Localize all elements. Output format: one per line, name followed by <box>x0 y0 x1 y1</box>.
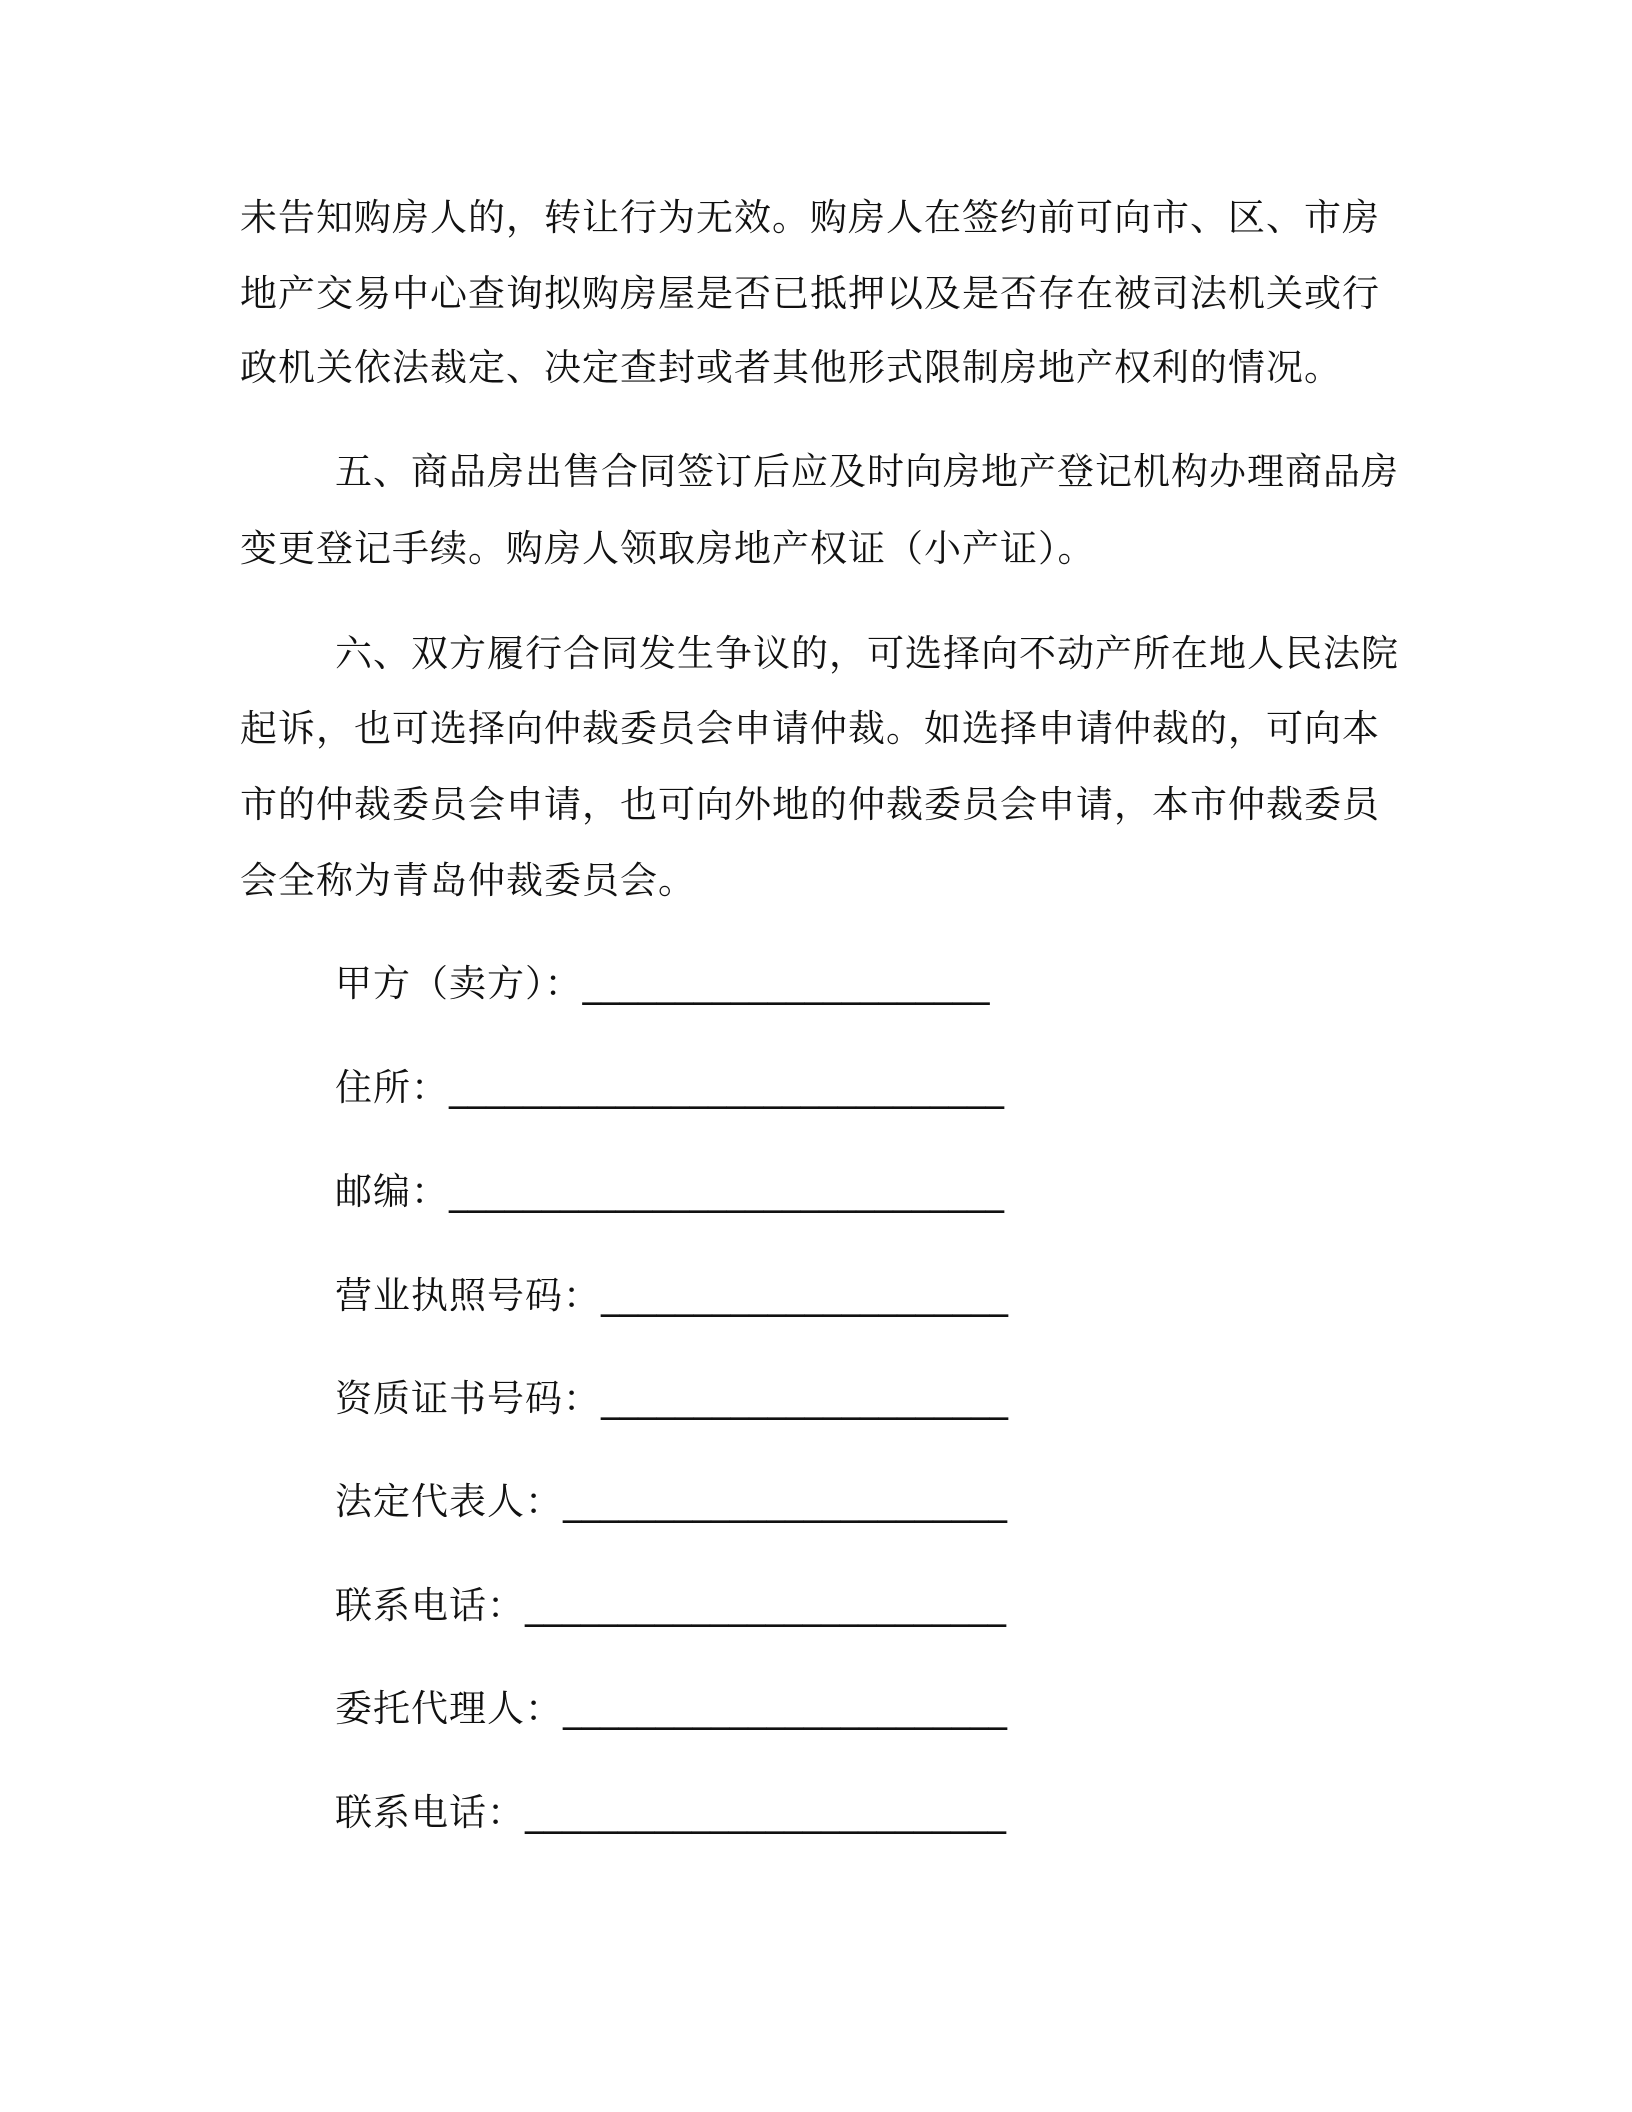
field-label: 委托代理人： <box>335 1687 563 1730</box>
field-blank[interactable]: ______________________________ <box>449 1066 1004 1109</box>
field-blank[interactable]: ______________________ <box>601 1377 1008 1420</box>
field-blank[interactable]: ______________________________ <box>449 1170 1004 1213</box>
field-blank[interactable]: ________________________ <box>563 1687 1007 1730</box>
field-label: 甲方（卖方）： <box>335 962 583 1005</box>
field-label: 联系电话： <box>335 1584 525 1627</box>
field-label: 住所： <box>335 1066 449 1109</box>
field-party-a <box>335 958 990 1010</box>
field-blank[interactable]: ______________________ <box>601 1274 1008 1317</box>
paragraph-disclosure-line-2: 地产交易中心查询拟购房屋是否已抵押以及是否存在被司法机关或行 <box>240 272 1380 315</box>
paragraph-clause-6-line-1: 六、双方履行合同发生争议的，可选择向不动产所在地人民法院 <box>335 632 1399 675</box>
field-label: 资质证书号码： <box>335 1377 601 1420</box>
field-blank[interactable]: __________________________ <box>525 1584 1006 1627</box>
field-label: 营业执照号码： <box>335 1274 601 1317</box>
field-phone-2 <box>335 1787 1006 1839</box>
field-label: 联系电话： <box>335 1791 525 1834</box>
field-postcode <box>335 1166 1004 1218</box>
paragraph-disclosure-line-1: 未告知购房人的，转让行为无效。购房人在签约前可向市、区、市房 <box>240 196 1380 239</box>
paragraph-clause-5-line-2: 变更登记手续。购房人领取房地产权证（小产证）。 <box>240 527 1096 570</box>
field-address <box>335 1062 1004 1114</box>
field-authorized-agent <box>335 1683 1007 1735</box>
paragraph-clause-6-line-4: 会全称为青岛仲裁委员会。 <box>240 859 696 902</box>
field-legal-representative <box>335 1476 1007 1528</box>
field-business-license <box>335 1270 1008 1322</box>
field-blank[interactable]: __________________________ <box>525 1791 1006 1834</box>
field-phone-1 <box>335 1580 1006 1632</box>
field-label: 法定代表人： <box>335 1480 563 1523</box>
paragraph-clause-6-line-3: 市的仲裁委员会申请，也可向外地的仲裁委员会申请，本市仲裁委员 <box>240 783 1380 826</box>
field-blank[interactable]: ______________________ <box>582 962 990 1005</box>
field-qualification-cert <box>335 1373 1008 1425</box>
field-label: 邮编： <box>335 1170 449 1213</box>
field-blank[interactable]: ________________________ <box>563 1480 1007 1523</box>
paragraph-disclosure-line-3: 政机关依法裁定、决定查封或者其他形式限制房地产权利的情况。 <box>240 346 1342 389</box>
paragraph-clause-5-line-1: 五、商品房出售合同签订后应及时向房地产登记机构办理商品房 <box>335 450 1399 493</box>
paragraph-clause-6-line-2: 起诉，也可选择向仲裁委员会申请仲裁。如选择申请仲裁的，可向本 <box>240 707 1380 750</box>
